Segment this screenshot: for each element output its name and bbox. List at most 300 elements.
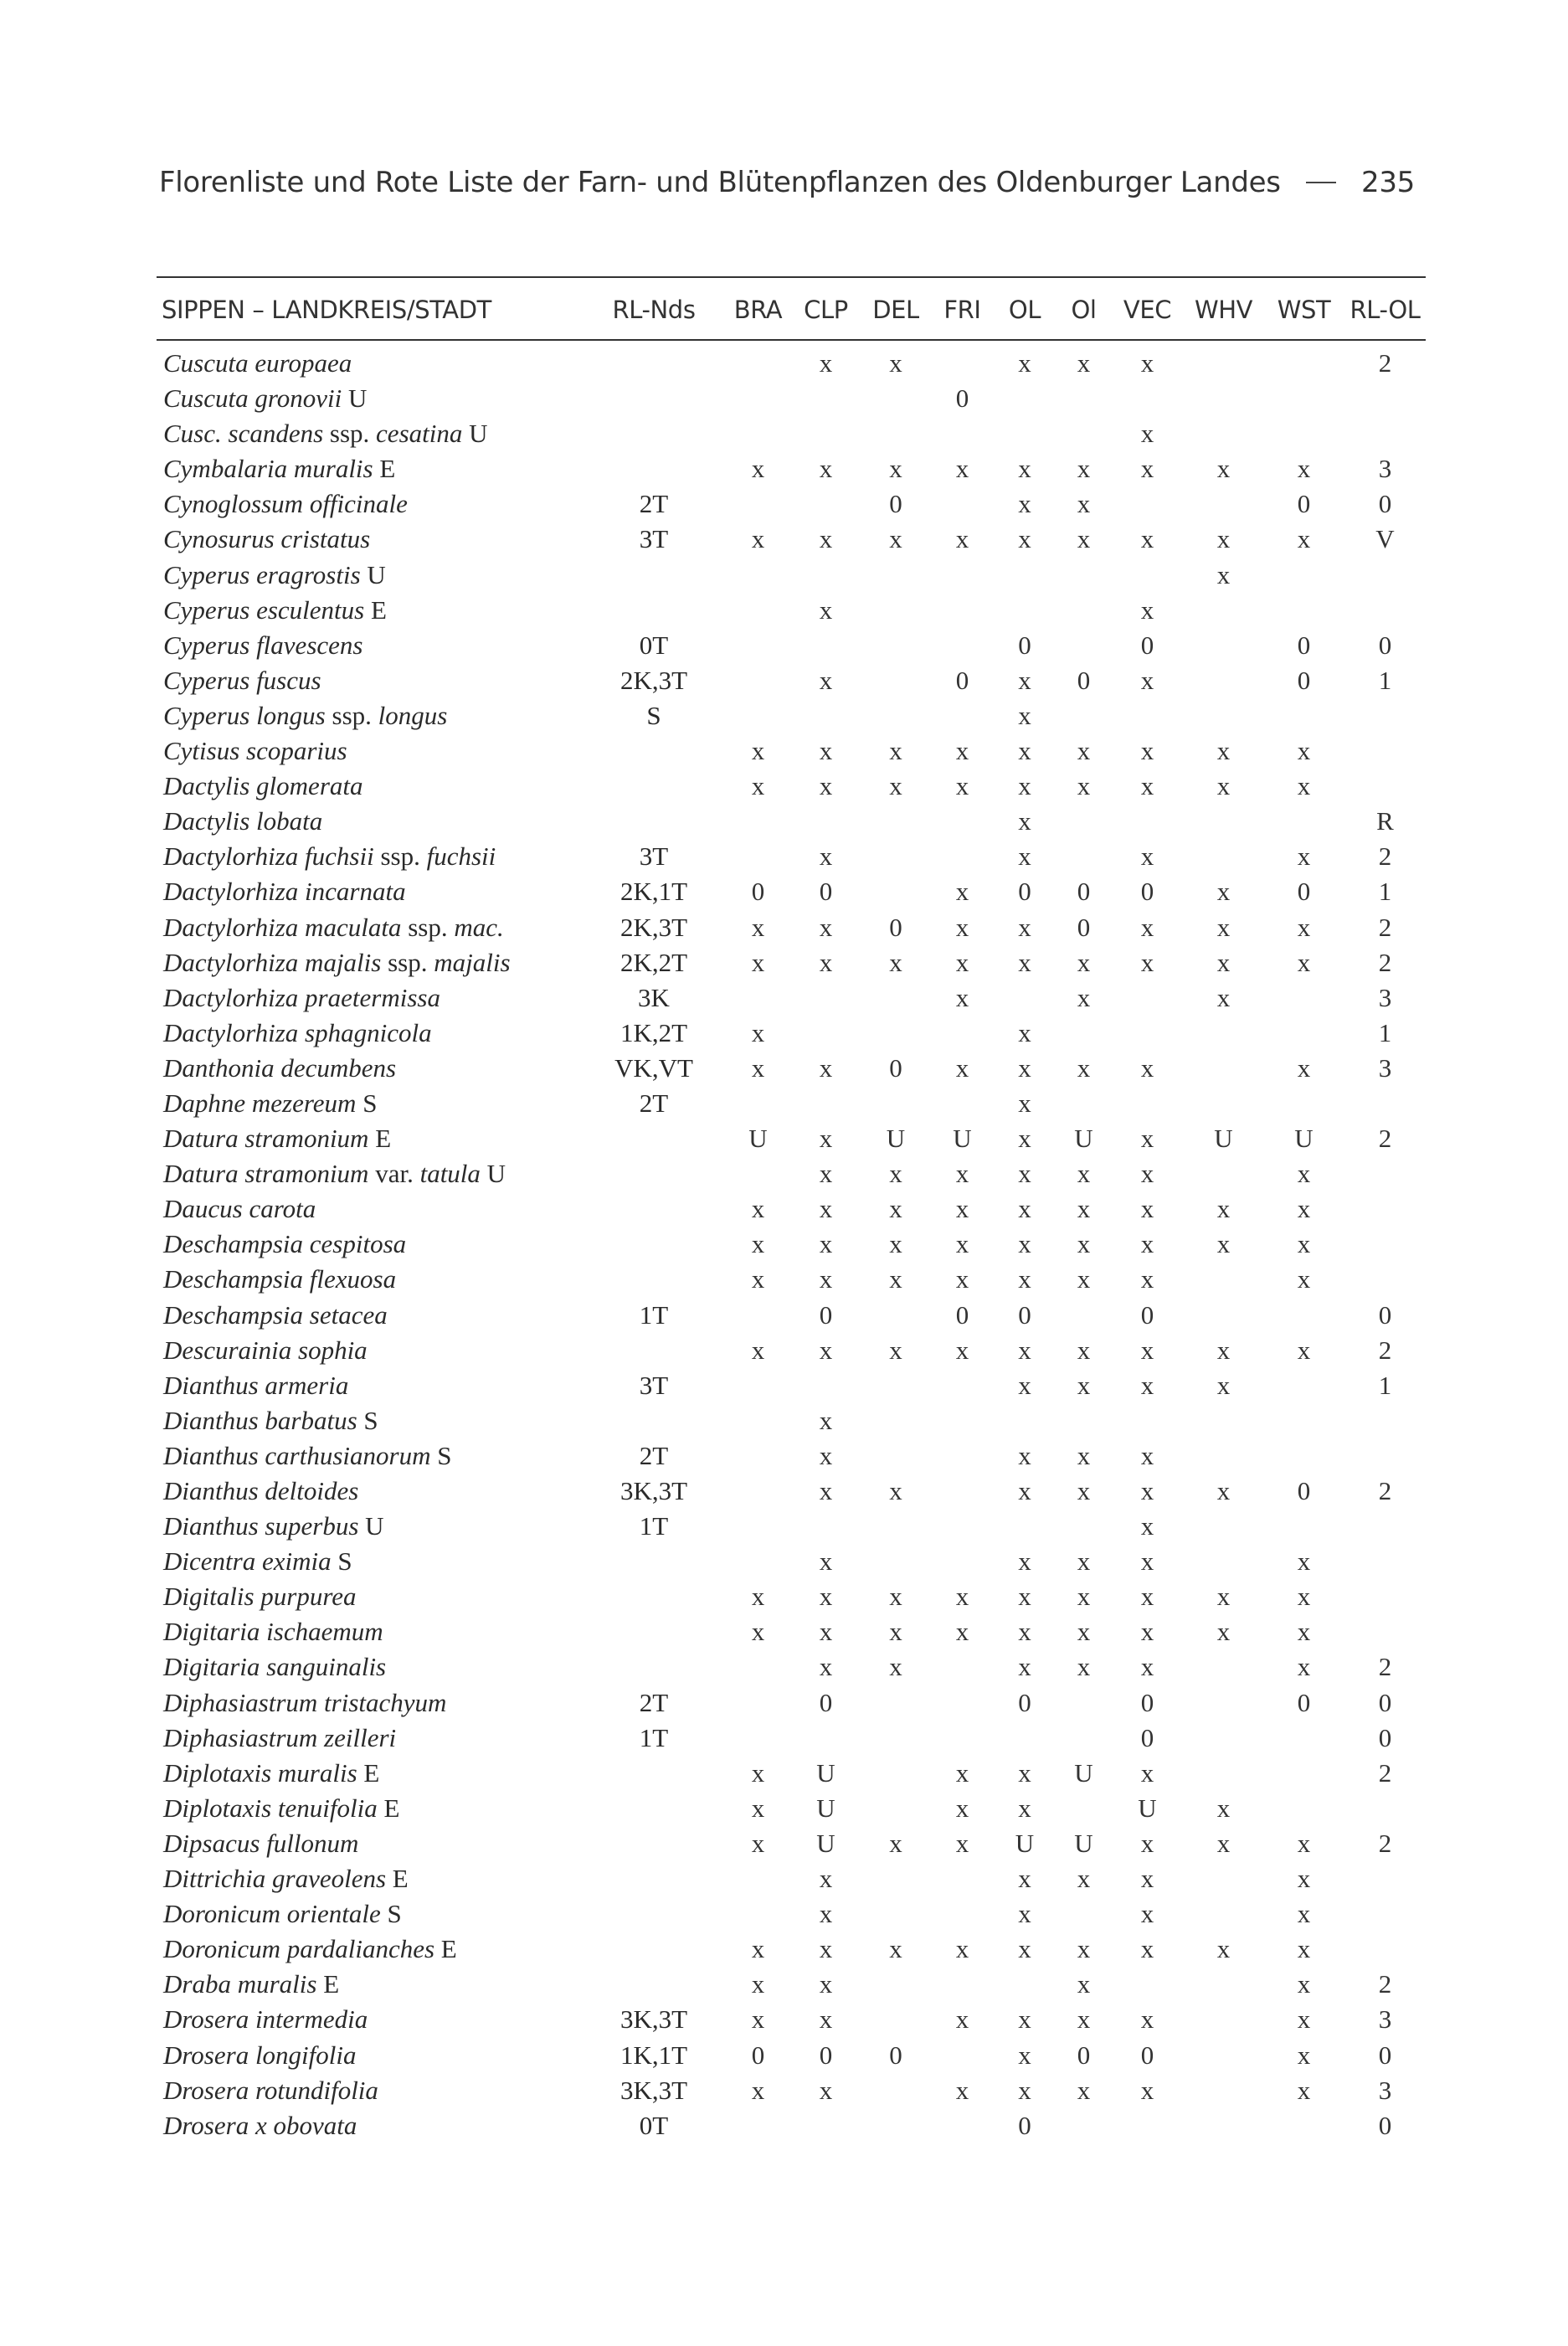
table-row	[157, 2002, 1426, 2037]
cell-ol: x	[1018, 1052, 1031, 1083]
cell-ol: x	[1018, 2004, 1031, 2035]
status-suffix: E	[375, 1124, 392, 1154]
col-header-bra: BRA	[733, 296, 783, 324]
table-row	[157, 2073, 1426, 2108]
cell-del: x	[889, 1617, 902, 1647]
cell-ol: x	[1018, 1864, 1031, 1894]
rl-nds-cell: 3T	[639, 841, 669, 872]
cell-clp: x	[819, 1052, 833, 1083]
cell-ol: x	[1018, 1652, 1031, 1682]
cell-ol-city: x	[1077, 1052, 1091, 1083]
cell-fri: x	[955, 877, 969, 907]
cell-vec: x	[1140, 1511, 1154, 1541]
species-name-cell	[157, 663, 584, 698]
cell-ol: 0	[1018, 1687, 1031, 1717]
cell-fri: x	[955, 736, 969, 766]
species-name-cell	[157, 733, 584, 769]
table-row	[157, 1121, 1426, 1156]
cell-fri: x	[955, 1264, 969, 1294]
cell-whv: x	[1216, 1335, 1231, 1365]
cell-bra: x	[751, 1229, 765, 1259]
species-name: Cuscuta europaea	[163, 348, 352, 378]
cell-ol-city: 0	[1077, 912, 1091, 942]
cell-clp: 0	[819, 1299, 833, 1330]
cell-wst: 0	[1297, 630, 1311, 660]
cell-bra: x	[751, 454, 765, 484]
rl-nds-cell: 3K,3T	[619, 2075, 688, 2105]
cell-bra: x	[751, 1194, 765, 1224]
status-suffix: E	[363, 1757, 380, 1788]
table-row	[157, 1544, 1426, 1579]
cell-rl-ol: 2	[1378, 1335, 1392, 1365]
table-row	[157, 1791, 1426, 1826]
cell-vec: U	[1138, 1793, 1157, 1823]
cell-wst: 0	[1297, 1687, 1311, 1717]
cell-ol: x	[1018, 1194, 1031, 1224]
table-row	[157, 1403, 1426, 1438]
species-name: Cyperus longus	[163, 700, 326, 730]
species-name-cell	[157, 769, 584, 804]
status-suffix: E	[392, 1864, 409, 1894]
cell-vec: x	[1140, 1828, 1154, 1858]
cell-vec: x	[1140, 736, 1154, 766]
species-name-cell	[157, 2108, 584, 2143]
species-name: Datura stramonium	[163, 1159, 369, 1189]
col-header-ol-city: Ol	[1071, 296, 1097, 324]
cell-clp: x	[819, 736, 833, 766]
cell-ol-city: x	[1077, 1476, 1091, 1505]
cell-vec: 0	[1140, 1299, 1154, 1330]
table-row	[157, 1509, 1426, 1544]
cell-bra: x	[751, 1828, 765, 1858]
cell-whv: x	[1216, 454, 1231, 484]
cell-fri: x	[955, 2004, 969, 2035]
cell-wst: U	[1294, 1124, 1314, 1154]
cell-clp: x	[819, 1194, 833, 1224]
cell-ol: U	[1015, 1828, 1035, 1858]
cell-del: x	[889, 736, 902, 766]
cell-fri: U	[953, 1124, 972, 1154]
species-name: Diplotaxis muralis	[163, 1757, 357, 1788]
species-name-cell	[157, 804, 584, 839]
cell-ol: x	[1018, 1264, 1031, 1294]
cell-whv: x	[1216, 524, 1231, 554]
cell-clp: 0	[819, 1687, 833, 1717]
species-name: Doronicum orientale	[163, 1899, 381, 1929]
cell-clp: 0	[819, 2040, 833, 2070]
species-name: Cynosurus cristatus	[163, 524, 371, 554]
species-name-cell	[157, 1298, 584, 1333]
species-name: Dactylorhiza sphagnicola	[163, 1017, 432, 1047]
species-name: Cyperus flavescens	[163, 630, 363, 660]
table-row	[157, 698, 1426, 733]
cell-rl-ol: 3	[1378, 454, 1392, 484]
cell-fri: 0	[955, 1299, 969, 1330]
cell-ol: x	[1018, 771, 1031, 801]
cell-ol: x	[1018, 1124, 1031, 1154]
cell-whv: x	[1216, 947, 1231, 977]
species-name: Danthonia decumbens	[163, 1052, 397, 1083]
species-name-cell	[157, 593, 584, 628]
table-row	[157, 1086, 1426, 1121]
cell-bra: x	[751, 524, 765, 554]
cell-fri: x	[955, 1793, 969, 1823]
species-name: Dicentra eximia	[163, 1546, 332, 1577]
cell-ol-city: x	[1077, 1264, 1091, 1294]
table-row	[157, 663, 1426, 698]
cell-ol-city: x	[1077, 1194, 1091, 1224]
cell-clp: x	[819, 1652, 833, 1682]
cell-del: x	[889, 1934, 902, 1964]
cell-bra: x	[751, 1934, 765, 1964]
species-name: Dianthus superbus	[163, 1511, 359, 1541]
table-row	[157, 1438, 1426, 1474]
infraspecific-name: longus	[378, 700, 448, 730]
species-name-cell	[157, 698, 584, 733]
cell-vec: x	[1140, 1864, 1154, 1894]
species-name: Datura stramonium	[163, 1124, 369, 1154]
cell-ol-city: x	[1077, 947, 1091, 977]
species-name: Diplotaxis tenuifolia	[163, 1793, 378, 1823]
species-name: Deschampsia flexuosa	[163, 1264, 397, 1294]
rl-nds-cell: 2K,1T	[619, 877, 688, 907]
cell-del: x	[889, 1652, 902, 1682]
cell-bra: x	[751, 1582, 765, 1612]
cell-vec: x	[1140, 1582, 1154, 1612]
species-name: Cyperus eragrostis	[163, 559, 361, 589]
cell-vec: x	[1140, 1757, 1154, 1788]
table-row	[157, 1051, 1426, 1086]
species-name-cell	[157, 1121, 584, 1156]
cell-fri: x	[955, 1757, 969, 1788]
cell-clp: x	[819, 2075, 833, 2105]
rank-abbrev: ssp.	[408, 912, 448, 942]
cell-wst: x	[1297, 2075, 1311, 2105]
cell-ol: x	[1018, 665, 1031, 695]
rl-nds-cell: 1K,1T	[619, 2040, 688, 2070]
status-suffix: E	[440, 1934, 457, 1964]
cell-wst: x	[1297, 947, 1311, 977]
cell-whv: x	[1216, 1793, 1231, 1823]
species-name-cell	[157, 346, 584, 381]
cell-wst: x	[1297, 1864, 1311, 1894]
cell-ol-city: 0	[1077, 665, 1091, 695]
rank-abbrev: ssp.	[332, 700, 372, 730]
species-name-cell	[157, 1861, 584, 1896]
cell-del: x	[889, 1828, 902, 1858]
cell-del: x	[889, 348, 902, 378]
cell-bra: x	[751, 1793, 765, 1823]
species-name-cell	[157, 1896, 584, 1932]
status-suffix: S	[437, 1440, 452, 1470]
cell-bra: U	[748, 1124, 768, 1154]
rl-nds-cell: 1T	[639, 1722, 669, 1752]
cell-vec: x	[1140, 524, 1154, 554]
species-name-cell	[157, 1967, 584, 2002]
cell-vec: x	[1140, 1264, 1154, 1294]
col-header-wst: WST	[1277, 296, 1331, 324]
cell-clp: x	[819, 1617, 833, 1647]
cell-vec: x	[1140, 841, 1154, 872]
cell-wst: x	[1297, 1335, 1311, 1365]
infraspecific-name: tatula	[419, 1159, 481, 1189]
species-name-cell	[157, 980, 584, 1016]
table-row	[157, 1932, 1426, 1967]
table-row	[157, 1967, 1426, 2002]
cell-del: x	[889, 1194, 902, 1224]
table-row	[157, 1333, 1426, 1368]
status-suffix: E	[379, 454, 396, 484]
cell-ol-city: x	[1077, 2004, 1091, 2035]
cell-fri: x	[955, 1617, 969, 1647]
cell-wst: x	[1297, 524, 1311, 554]
cell-clp: x	[819, 524, 833, 554]
cell-rl-ol: 2	[1378, 947, 1392, 977]
rl-nds-cell: 1T	[639, 1511, 669, 1541]
cell-ol-city: x	[1077, 1582, 1091, 1612]
cell-vec: x	[1140, 1124, 1154, 1154]
cell-ol-city: x	[1077, 1159, 1091, 1189]
table-row	[157, 980, 1426, 1016]
cell-whv: x	[1216, 1370, 1231, 1400]
col-header-clp: CLP	[804, 296, 848, 324]
rl-nds-cell: 3K,3T	[619, 1476, 688, 1505]
cell-clp: 0	[819, 877, 833, 907]
cell-vec: x	[1140, 2004, 1154, 2035]
cell-rl-ol: 2	[1378, 1124, 1392, 1154]
cell-wst: x	[1297, 454, 1311, 484]
species-name: Digitalis purpurea	[163, 1582, 357, 1612]
species-name: Drosera intermedia	[163, 2004, 368, 2035]
cell-whv: x	[1216, 1194, 1231, 1224]
col-header-species: SIPPEN – LANDKREIS/STADT	[162, 296, 491, 324]
cell-ol: x	[1018, 1159, 1031, 1189]
cell-whv: x	[1216, 736, 1231, 766]
cell-del: x	[889, 771, 902, 801]
species-name-cell	[157, 416, 584, 451]
cell-clp: x	[819, 1582, 833, 1612]
species-name-cell	[157, 1579, 584, 1614]
cell-fri: x	[955, 1052, 969, 1083]
cell-ol-city: x	[1077, 1335, 1091, 1365]
cell-whv: U	[1214, 1124, 1233, 1154]
cell-rl-ol: 2	[1378, 841, 1392, 872]
cell-ol-city: x	[1077, 489, 1091, 519]
species-name: Deschampsia cespitosa	[163, 1229, 407, 1259]
cell-vec: x	[1140, 1370, 1154, 1400]
table-header-row	[157, 292, 1426, 327]
cell-rl-ol: 2	[1378, 1969, 1392, 1999]
cell-clp: x	[819, 841, 833, 872]
cell-clp: x	[819, 1335, 833, 1365]
species-name-cell	[157, 1438, 584, 1474]
cell-del: x	[889, 1582, 902, 1612]
table-row	[157, 1298, 1426, 1333]
cell-ol-city: x	[1077, 1969, 1091, 1999]
species-name-cell	[157, 1403, 584, 1438]
rl-nds-cell: 0T	[639, 630, 669, 660]
cell-ol-city: U	[1074, 1757, 1093, 1788]
cell-whv: x	[1216, 559, 1231, 589]
species-name: Cynoglossum officinale	[163, 489, 408, 519]
cell-del: x	[889, 1264, 902, 1294]
cell-clp: U	[816, 1828, 835, 1858]
cell-ol: x	[1018, 1899, 1031, 1929]
table-row	[157, 910, 1426, 945]
cell-fri: x	[955, 454, 969, 484]
page-number: 235	[1361, 166, 1415, 199]
cell-clp: x	[819, 454, 833, 484]
status-suffix: S	[387, 1899, 402, 1929]
table-row	[157, 381, 1426, 416]
cell-ol-city: x	[1077, 348, 1091, 378]
cell-rl-ol: V	[1375, 524, 1395, 554]
cell-rl-ol: 2	[1378, 1828, 1392, 1858]
species-table	[157, 276, 1426, 2143]
species-name: Diphasiastrum zeilleri	[163, 1722, 397, 1752]
cell-ol: x	[1018, 1370, 1031, 1400]
cell-vec: x	[1140, 1546, 1154, 1577]
cell-wst: x	[1297, 1159, 1311, 1189]
cell-wst: 0	[1297, 1476, 1311, 1505]
species-name: Daphne mezereum	[163, 1088, 357, 1118]
rl-nds-cell: 2K,3T	[619, 665, 688, 695]
cell-whv: x	[1216, 982, 1231, 1012]
cell-fri: 0	[955, 665, 969, 695]
species-name-cell	[157, 486, 584, 522]
cell-ol: x	[1018, 947, 1031, 977]
cell-wst: x	[1297, 1969, 1311, 1999]
species-name: Dianthus carthusianorum	[163, 1440, 431, 1470]
cell-clp: x	[819, 348, 833, 378]
cell-ol-city: U	[1074, 1828, 1093, 1858]
cell-ol-city: x	[1077, 736, 1091, 766]
cell-bra: x	[751, 912, 765, 942]
cell-del: x	[889, 1476, 902, 1505]
cell-whv: x	[1216, 771, 1231, 801]
cell-whv: x	[1216, 1934, 1231, 1964]
species-name: Dianthus deltoides	[163, 1476, 359, 1505]
cell-ol: x	[1018, 1088, 1031, 1118]
species-name: Draba muralis	[163, 1969, 317, 1999]
cell-fri: x	[955, 1194, 969, 1224]
col-header-rl-nds: RL-Nds	[612, 296, 696, 324]
cell-vec: x	[1140, 1934, 1154, 1964]
cell-ol: x	[1018, 1546, 1031, 1577]
cell-del: x	[889, 947, 902, 977]
cell-wst: x	[1297, 736, 1311, 766]
cell-clp: x	[819, 771, 833, 801]
species-name-cell	[157, 1649, 584, 1685]
cell-ol: x	[1018, 1793, 1031, 1823]
species-name: Dittrichia graveolens	[163, 1864, 387, 1894]
cell-clp: x	[819, 1899, 833, 1929]
table-row	[157, 1756, 1426, 1791]
table-row	[157, 1227, 1426, 1262]
cell-clp: x	[819, 1229, 833, 1259]
cell-clp: x	[819, 1969, 833, 1999]
cell-fri: x	[955, 912, 969, 942]
species-name: Dactylorhiza maculata	[163, 912, 402, 942]
cell-ol: x	[1018, 524, 1031, 554]
cell-vec: x	[1140, 1159, 1154, 1189]
species-name-cell	[157, 2073, 584, 2108]
species-name: Digitaria sanguinalis	[163, 1652, 387, 1682]
cell-ol: x	[1018, 1229, 1031, 1259]
species-name-cell	[157, 1191, 584, 1227]
rl-nds-cell: 3K	[638, 982, 670, 1012]
species-name-cell	[157, 1051, 584, 1086]
status-suffix: S	[363, 1405, 378, 1435]
species-name-cell	[157, 1509, 584, 1544]
cell-del: 0	[889, 1052, 902, 1083]
table-row	[157, 2038, 1426, 2073]
status-suffix: E	[370, 594, 387, 625]
table-row	[157, 1685, 1426, 1721]
cell-fri: x	[955, 1934, 969, 1964]
rl-nds-cell: 2T	[639, 489, 669, 519]
cell-rl-ol: 3	[1378, 2004, 1392, 2035]
cell-ol-city: x	[1077, 1546, 1091, 1577]
cell-clp: x	[819, 665, 833, 695]
cell-ol-city: x	[1077, 1617, 1091, 1647]
rl-nds-cell: 2T	[639, 1088, 669, 1118]
species-name: Deschampsia setacea	[163, 1299, 388, 1330]
cell-rl-ol: 3	[1378, 982, 1392, 1012]
cell-ol-city: x	[1077, 1864, 1091, 1894]
species-name: Dactylorhiza majalis	[163, 947, 382, 977]
species-name-cell	[157, 451, 584, 486]
running-header	[159, 166, 1415, 199]
cell-rl-ol: 2	[1378, 1476, 1392, 1505]
cell-ol-city: x	[1077, 771, 1091, 801]
cell-wst: x	[1297, 1652, 1311, 1682]
species-name: Dactylorhiza incarnata	[163, 877, 406, 907]
cell-ol-city: x	[1077, 524, 1091, 554]
cell-ol: 0	[1018, 630, 1031, 660]
cell-ol-city: U	[1074, 1124, 1093, 1154]
species-name: Drosera x obovata	[163, 2110, 357, 2140]
cell-wst: x	[1297, 1229, 1311, 1259]
cell-wst: x	[1297, 1264, 1311, 1294]
cell-wst: x	[1297, 841, 1311, 872]
cell-bra: x	[751, 771, 765, 801]
rl-nds-cell: 2K,2T	[619, 947, 688, 977]
cell-rl-ol: 0	[1378, 2110, 1392, 2140]
cell-whv: x	[1216, 1229, 1231, 1259]
table-row	[157, 593, 1426, 628]
species-name-cell	[157, 2002, 584, 2037]
col-header-fri: FRI	[943, 296, 981, 324]
rank-abbrev: ssp.	[380, 841, 420, 872]
cell-del: 0	[889, 2040, 902, 2070]
status-suffix: E	[383, 1793, 400, 1823]
status-suffix: E	[323, 1969, 340, 1999]
cell-vec: 0	[1140, 630, 1154, 660]
cell-rl-ol: 2	[1378, 1757, 1392, 1788]
table-row	[157, 839, 1426, 874]
table-row	[157, 1896, 1426, 1932]
cell-vec: x	[1140, 419, 1154, 449]
infraspecific-name: mac.	[454, 912, 504, 942]
cell-vec: 0	[1140, 1687, 1154, 1717]
species-name: Cytisus scoparius	[163, 736, 347, 766]
cell-rl-ol: 1	[1378, 1017, 1392, 1047]
species-name-cell	[157, 1756, 584, 1791]
cell-vec: 0	[1140, 877, 1154, 907]
rl-nds-cell: VK,VT	[614, 1052, 693, 1083]
cell-clp: x	[819, 947, 833, 977]
